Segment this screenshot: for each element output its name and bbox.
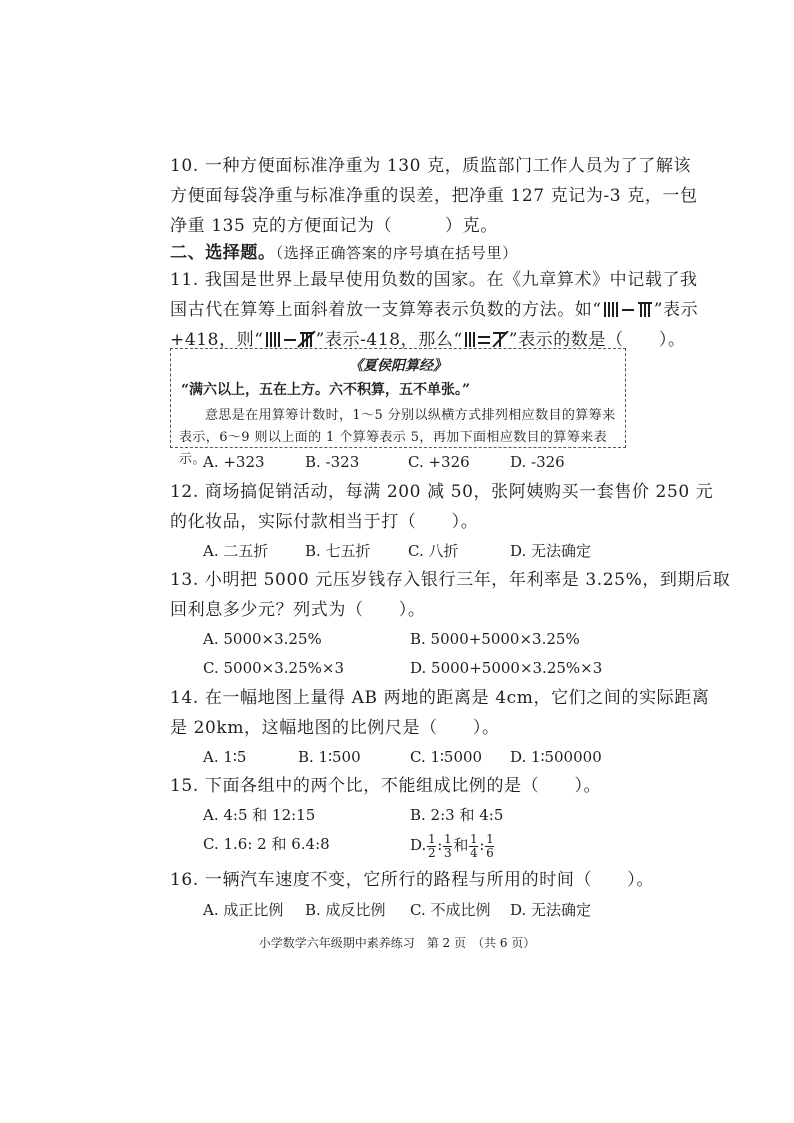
q13-line1: 13. 小明把 5000 元压岁钱存入银行三年，年利率是 3.25%，到期后取 [170, 570, 731, 590]
q12-line2: 的化妆品，实际付款相当于打（ ）。 [170, 512, 479, 532]
q13-option-b: B. 5000+5000×3.25% [410, 630, 580, 648]
ratio-sep-1: : [437, 836, 443, 854]
box-rule: “满六以上，五在上方。六不积算，五不单张。” [181, 382, 471, 398]
q14-option-a: A. 1∶5 [203, 748, 247, 766]
fraction-1-6 [485, 833, 494, 860]
q11-option-d: D. -326 [510, 453, 565, 471]
section-title: 二、选择题。 [170, 243, 276, 263]
ratio-sep-2: : [479, 836, 485, 854]
q12-option-b: B. 七五折 [305, 542, 371, 560]
q13-option-d: D. 5000+5000×3.25%×3 [410, 659, 603, 677]
q10-line3: 净重 135 克的方便面记为（ ）克。 [170, 216, 498, 236]
numerator: 1 [470, 831, 478, 846]
q11-option-b: B. -323 [305, 453, 360, 471]
denominator: 4 [470, 845, 478, 860]
q12-line1: 12. 商场搞促销活动，每满 200 减 50，张阿姨购买一套售价 250 元 [170, 482, 714, 502]
q12-option-d: D. 无法确定 [510, 542, 592, 560]
q11-line2-b: ”表示 [653, 300, 699, 320]
q11-line3-b: ”表示-418，那么“ [315, 330, 463, 350]
denominator: 6 [486, 845, 494, 860]
box-explanation: 意思是在用算筹计数时，1～5 分别以纵横方式排列相应数目的算筹来表示，6～9 则以上面的 1 个算筹表示 5，再加下面相应数目的算筹来表示。 [179, 408, 616, 467]
q16-line1: 16. 一辆汽车速度不变，它所行的路程与所用的时间（ ）。 [170, 870, 654, 890]
box-title: 《夏侯阳算经》 [349, 358, 447, 374]
counting-rods-plus-418 [602, 301, 654, 318]
fraction-1-3 [443, 833, 452, 860]
fraction-1-4 [469, 833, 478, 860]
denominator: 2 [427, 845, 436, 860]
q16-option-d: D. 无法确定 [510, 901, 592, 919]
q16-option-a: A. 成正比例 [203, 901, 284, 919]
numerator: 1 [427, 831, 436, 846]
q14-option-d: D. 1∶500000 [510, 748, 602, 766]
q15-option-d [410, 829, 495, 861]
section-heading [170, 243, 518, 263]
q14-option-b: B. 1∶500 [298, 748, 361, 766]
q10-line2: 方便面每袋净重与标准净重的误差，把净重 127 克记为-3 克，一包 [170, 186, 698, 206]
q11-line3-a: +418，则“ [170, 330, 264, 350]
q14-option-c: C. 1∶5000 [410, 748, 483, 766]
q15-option-b: B. 2:3 和 4:5 [410, 806, 504, 824]
numerator: 1 [444, 831, 452, 846]
and-word: 和 [453, 836, 469, 854]
q11-line2 [170, 300, 698, 320]
q11-line3-c: ”表示的数是（ ）。 [508, 330, 686, 350]
q14-line2: 是 20km，这幅地图的比例尺是（ ）。 [170, 718, 500, 738]
numerator: 1 [486, 831, 494, 846]
q13-line2: 回利息多少元？列式为（ ）。 [170, 600, 426, 620]
page-footer: 小学数学六年级期中素养练习 第 2 页 （共 6 页） [258, 936, 536, 950]
q15-line1: 15. 下面各组中的两个比，不能组成比例的是（ ）。 [170, 776, 602, 796]
q11-line1: 11. 我国是世界上最早使用负数的国家。在《九章算术》中记载了我 [170, 270, 698, 290]
q10-line1: 10. 一种方便面标准净重为 130 克，质监部门工作人员为了了解该 [170, 156, 692, 176]
counting-rods-minus-418 [264, 331, 316, 348]
q14-line1: 14. 在一幅地图上量得 AB 两地的距离是 4cm，它们之间的实际距离 [170, 688, 710, 708]
q11-option-c: C. +326 [408, 453, 470, 471]
q11-line3 [170, 330, 686, 350]
q15-option-c: C. 1.6: 2 和 6.4:8 [203, 835, 330, 853]
q13-option-a: A. 5000×3.25% [203, 630, 322, 648]
q11-option-a: A. +323 [203, 453, 265, 471]
section-hint: （选择正确答案的序号填在括号里） [275, 244, 518, 262]
q11-line2-a: 国古代在算筹上面斜着放一支算筹表示负数的方法。如“ [170, 300, 602, 320]
q16-option-b: B. 成反比例 [305, 901, 386, 919]
q15-d-prefix: D. [410, 836, 427, 854]
q12-option-c: C. 八折 [408, 542, 459, 560]
q13-option-c: C. 5000×3.25%×3 [203, 659, 344, 677]
q16-option-c: C. 不成比例 [410, 901, 491, 919]
q15-option-a: A. 4:5 和 12:15 [203, 806, 316, 824]
counting-rods-question [463, 331, 509, 348]
denominator: 3 [444, 845, 452, 860]
fraction-1-2 [427, 833, 436, 860]
q12-option-a: A. 二五折 [203, 542, 269, 560]
